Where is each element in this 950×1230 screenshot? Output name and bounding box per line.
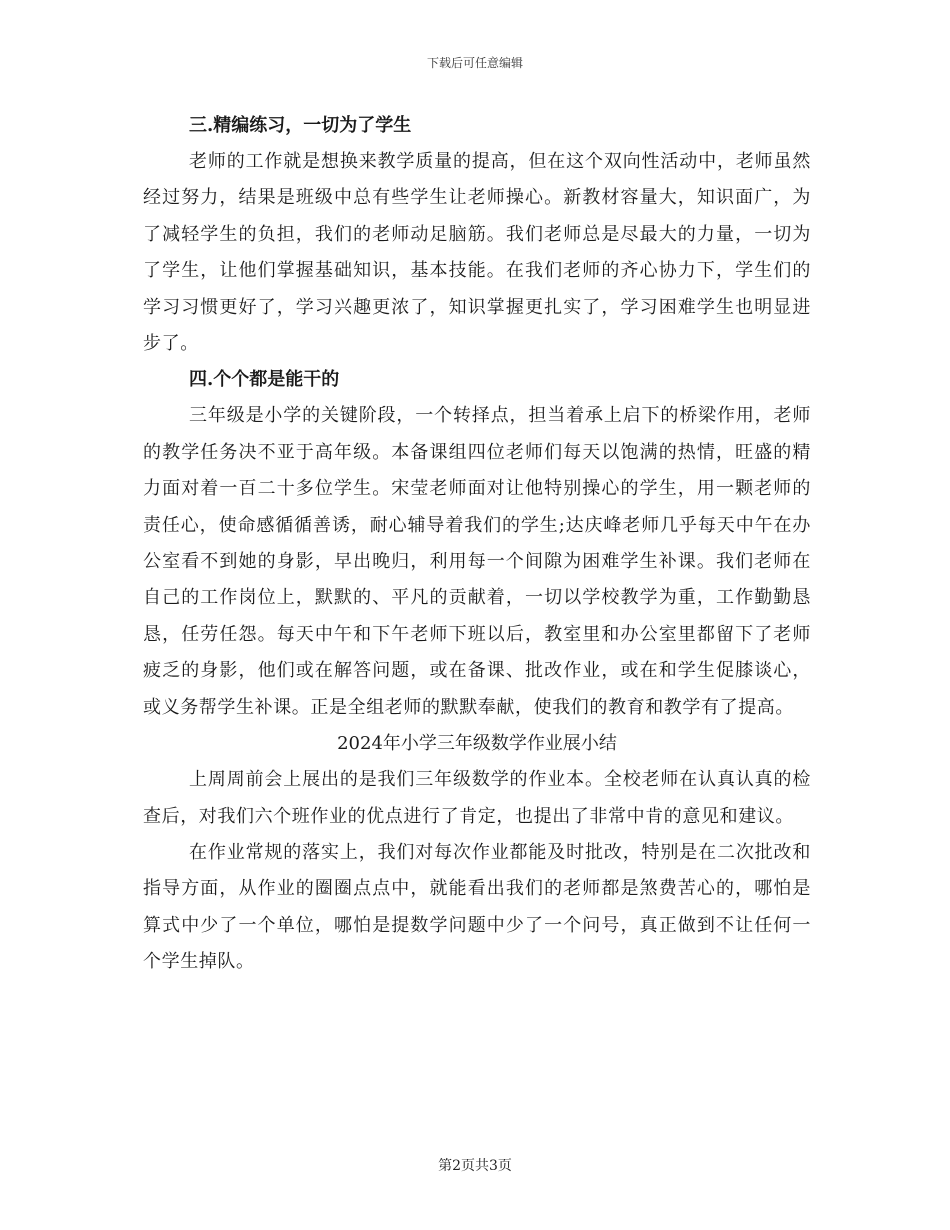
section-4-heading: 四.个个都是能干的 (189, 369, 340, 391)
page-header: 下载后可任意编辑 (426, 56, 523, 70)
article-paragraph-1: 上周周前会上展出的是我们三年级数学的作业本。全校老师在认真认真的检查后，对我们六个班作业的优点进行了肯定，也提出了非常中肯的意见和建议。 (143, 769, 811, 827)
section-3-paragraph: 老师的工作就是想换来教学质量的提高，但在这个双向性活动中，老师虽然经过努力，结果是班级中总有些学生让老师操心。新教材容量大，知识面广，为了减轻学生的负担，我们的老师动足脑筋。我们老师总是尽最大的力量，一切为了学生，让他们掌握基础知识，基本技能。在我们老师的齐心协力下，学生们的学习习惯更好了，学习兴趣更浓了，知识掌握更扎实了，学习困难学生也明显进步了。 (143, 151, 811, 355)
document-body (143, 108, 811, 981)
article-title: 2024年小学三年级数学作业展小结 (337, 733, 617, 755)
page-footer: 第2页共3页 (438, 1158, 512, 1174)
section-3-heading: 三.精编练习，一切为了学生 (189, 115, 412, 136)
article-paragraph-2: 在作业常规的落实上，我们对每次作业都能及时批改，特别是在二次批改和指导方面，从作业的圈圈点点中，就能看出我们的老师都是煞费苦心的，哪怕是算式中少了一个单位，哪怕是提数学问题中少了一个问号，真正做到不让任何一个学生掉队。 (143, 841, 811, 973)
section-4-paragraph: 三年级是小学的关键阶段，一个转择点，担当着承上启下的桥梁作用，老师的教学任务决不亚于高年级。本备课组四位老师们每天以饱满的热情，旺盛的精力面对着一百二十多位学生。宋莹老师面对让他特别操心的学生，用一颗老师的责任心，使命感循循善诱，耐心辅导着我们的学生;达庆峰老师几乎每天中午在办公室看不到她的身影，早出晚归，利用每一个间隙为困难学生补课。我们老师在自己的工作岗位上，默默的、平凡的贡献着，一切以学校教学为重，工作勤勤恳恳，任劳任怨。每天中午和下午老师下班以后，教室里和办公室里都留下了老师疲乏的身影，他们或在解答问题，或在备课、批改作业，或在和学生促膝谈心，或义务帮学生补课。正是全组老师的默默奉献，使我们的教育和教学有了提高。 (143, 405, 811, 718)
